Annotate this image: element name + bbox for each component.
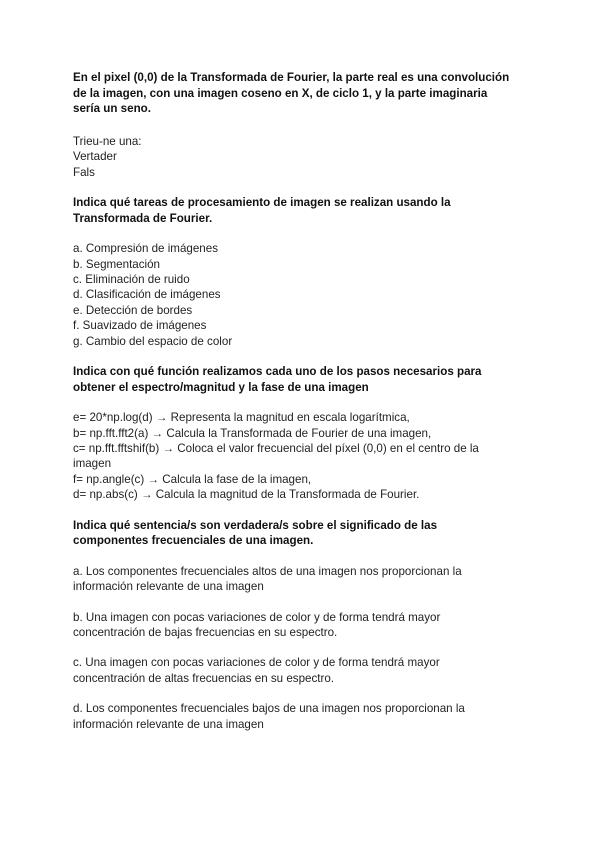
question-3-match-line: b= np.fft.fft2(a) → Calcula la Transformada de Fourier de una imagen, [73,426,432,440]
question-1-title: En el pixel (0,0) de la Transformada de Fourier, la parte real es una convolución de la imagen, con una imagen coseno en X, de ciclo 1, y la parte imaginaria sería un seno. [73,71,510,116]
question-4-option[interactable]: a. Los componentes frecuenciales altos de una imagen nos proporcionan la información relevante de una imagen [73,564,462,594]
question-4-option[interactable]: d. Los componentes frecuenciales bajos de una imagen nos proporcionan la información relevante de una imagen [73,702,465,731]
question-4-title: Indica qué sentencia/s son verdadera/s sobre el significado de las componentes frecuenciales de una imagen. [73,518,438,548]
question-3-title: Indica con qué función realizamos cada uno de los pasos necesarios para obtener el espectro/magnitud y la fase de una imagen [73,365,482,394]
question-3-match-line: e= 20*np.log(d) → Representa la magnitud en escala logarítmica, [73,411,410,425]
question-2-option[interactable]: c. Eliminación de ruido [73,273,190,286]
question-2-title: Indica qué tareas de procesamiento de imagen se realizan usando la Transformada de Fourier. [73,196,451,225]
question-2-option[interactable]: e. Detección de bordes [73,303,193,317]
question-3-match-line: f= np.angle(c) → Calcula la fase de la imagen, [73,472,312,486]
question-2-option[interactable]: b. Segmentación [73,257,161,271]
question-2-option[interactable]: g. Cambio del espacio de color [73,334,233,348]
question-2-option[interactable]: d. Clasificación de imágenes [73,288,221,302]
question-1-prompt: Trieu-ne una: [73,134,142,148]
question-3-match-line: c= np.fft.fftshif(b) → Coloca el valor frecuencial del píxel (0,0) en el centro de la imagen [73,442,479,471]
document-content [73,70,513,732]
question-1-option-false[interactable]: Fals [73,165,95,179]
question-2-option[interactable]: f. Suavizado de imágenes [73,319,207,333]
question-4-option[interactable]: b. Una imagen con pocas variaciones de color y de forma tendrá mayor concentración de bajas frecuencias en su espectro. [73,610,441,640]
question-4-option[interactable]: c. Una imagen con pocas variaciones de color y de forma tendrá mayor concentración de altas frecuencias en su espectro. [73,656,440,685]
question-3-match-line: d= np.abs(c) → Calcula la magnitud de la Transformada de Fourier. [73,488,420,502]
question-1-option-true[interactable]: Vertader [73,150,117,164]
question-2-option[interactable]: a. Compresión de imágenes [73,242,219,256]
